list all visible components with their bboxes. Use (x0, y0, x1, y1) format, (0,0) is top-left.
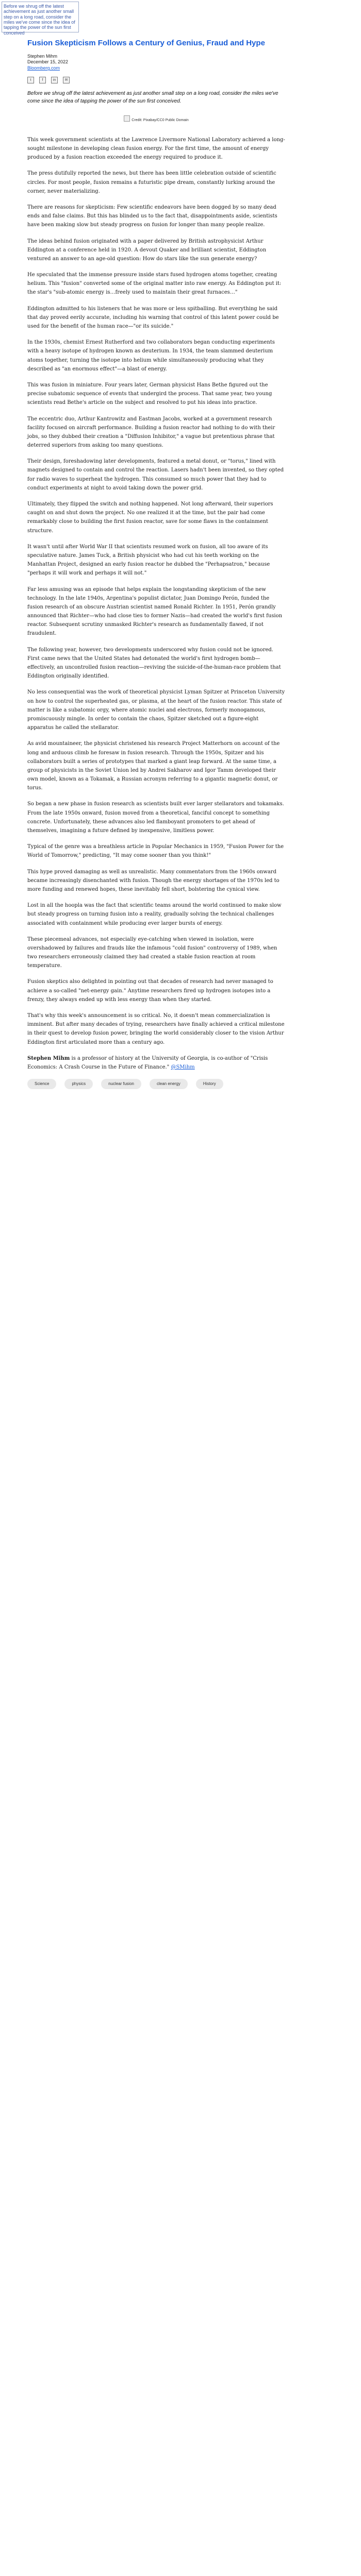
paragraph: This week government scientists at the Lawrence Livermore National Laboratory achieved a long-sought milestone in developing clean fusion energy. For the first time, the amount of energy produced by a fusion reaction exceeded the energy required to produce it. (27, 137, 285, 161)
paragraph: The eccentric duo, Arthur Kantrowitz and Eastman Jacobs, worked at a government research facility focused on aircraft performance. Building a fusion reactor had nothing to do with their jobs, so they dubbed their creation a "Diffusion Inhibitor," a vague but pretentious phrase that deterred superiors from asking too many questions. (27, 416, 275, 449)
tag[interactable]: Science (27, 1079, 56, 1089)
paragraph: He speculated that the immense pressure inside stars fused hydrogen atoms together, creating helium. This "fusion" converted some of the original matter into raw energy. As Eddington put it: the star's "sub-atomic energy is…freely used to maintain their great furnaces…" (27, 272, 282, 296)
paragraph: Lost in all the hoopla was the fact that scientific teams around the world continued to make slow but steady progress on turning fusion into a reality, gradually solving the technical challenges associated with containment while producing ever larger bursts of energy. (27, 903, 282, 926)
figure (48, 113, 265, 123)
paragraph: There are reasons for skepticism: Few scientific endeavors have been dogged by so many dead ends and false claims. But this has blinded us to the fact that, disappointments aside, scientists have been making slow but steady progress on fusion for longer than many people realize. (27, 204, 277, 228)
bio-text: is a professor of history at the University of Georgia, is co-author of "Crisis Economics: A Crash Course in the Future of Finance." (27, 1055, 268, 1070)
author: Stephen Mihm (27, 53, 58, 59)
paragraph: This was fusion in miniature. Four years later, German physicist Hans Bethe figured out the precise subatomic sequence of events that undergird the process. That same year, two young scientists read Bethe's article on the subject and resolved to put his ideas into practice. (27, 382, 272, 406)
paragraph: That's why this week's announcement is so critical. No, it doesn't mean commercialization is imminent. But after many decades of trying, researchers have finally achieved a critical milestone in their quest to develop fusion power, bringing the world considerably closer to the vision Arthur Eddington first articulated more than a century ago. (27, 1013, 285, 1045)
linkedin-icon[interactable]: in (51, 77, 58, 83)
paragraph: Fusion skeptics also delighted in pointing out that decades of research had never managed to achieve a so-called "net-energy gain." Anytime researchers fired up hydrogen isotopes into a frenzy, they always ended up with less energy than when they started. (27, 979, 273, 1003)
tag[interactable]: clean energy (150, 1079, 188, 1089)
paragraph: Ultimately, they flipped the switch and nothing happened. Not long afterward, their superiors caught on and shut down the project. No one realized it at the time, but the pair had come remarkably close to building the first fusion reactor, save for some flaws in the containment structure. (27, 501, 273, 534)
paragraph: It wasn't until after World War II that scientists resumed work on fusion, all too aware of its speculative nature. James Tuck, a British physicist who had cut his teeth working on the Manhattan Project, designed an early fusion reactor he dubbed the "Perhapsatron," because "perhaps it will work and perhaps it will not." (27, 544, 270, 577)
paragraph: Eddington admitted to his listeners that he was more or less spitballing. But everything he said that day proved eerily accurate, including his warning that control of this latent power could be used for the benefit of the human race—"or its suicide." (27, 306, 279, 329)
twitter-icon[interactable]: t (27, 77, 34, 83)
paragraph: Far less amusing was an episode that helps explain the longstanding skepticism of the new technology. In the late 1940s, Argentina's populist dictator, Juan Domingo Perón, funded the fusion research of an obscure Austrian scientist named Ronald Richter. In 1951, Perón grandly announced that Richter—who had close ties to former Nazis—had created the world's first fusion reactor. Subsequent scrutiny unmasked Richter's research as fundamentally flawed, if not fraudulent. (27, 586, 283, 637)
image-placeholder-icon (124, 115, 130, 122)
paragraph: Their design, foreshadowing later developments, featured a metal donut, or "torus," lined with magnets designed to contain and control the reaction. Lasers hadn't been invented, so they opted for radio waves to superheat the hydrogen. This consumed so much power that they had to conduct experiments at night to avoid taking down the power grid. (27, 459, 284, 491)
article (27, 39, 285, 1089)
byline (27, 54, 285, 72)
facebook-icon[interactable]: f (39, 77, 46, 83)
paragraph: No less consequential was the work of theoretical physicist Lyman Spitzer at Princeton University on how to control the superheated gas, or plasma, at the heart of the fusion reactor. This state of matter is like a subatomic orgy, where atomic nuclei and electrons, formerly monogamous, promiscuously mingle. In order to contain the chaos, Spitzer sketched out a figure-eight apparatus he called the stellarator. (27, 689, 285, 731)
source-link[interactable]: Bloomberg.com (27, 65, 60, 71)
paragraph: These piecemeal advances, not especially eye-catching when viewed in isolation, were overshadowed by failures and frauds like the infamous "cold fusion" controversy of 1989, when two researchers erroneously claimed they had created a stable fusion reaction at room temperature. (27, 936, 277, 969)
paragraph: So began a new phase in fusion research as scientists built ever larger stellarators and tokamaks. From the late 1950s onward, fusion moved from a theoretical, fanciful concept to something concrete. Unfortunately, these advances also led flamboyant promoters to get ahead of themselves, imagining a future defined by inexpensive, limitless power. (27, 801, 284, 834)
tag-list (27, 1079, 285, 1089)
tag[interactable]: physics (64, 1079, 93, 1089)
paragraph: Typical of the genre was a breathless article in Popular Mechanics in 1959, "Fusion Power for the World of Tomorrow," predicting, "It may come sooner than you think!" (27, 844, 284, 859)
paragraph: As avid mountaineer, the physicist christened his research Project Matterhorn on account of the long and arduous climb he foresaw in fusion research. Through the 1950s, Spitzer and his collaborators built a series of prototypes that marked a giant leap forward. At the same time, a group of physicists in the Soviet Union led by Andrei Sakharov and Igor Tamm developed their own model, known as a Tokamak, a Russian acronym referring to a gigantic magnetic donut, or torus. (27, 741, 280, 791)
email-icon[interactable]: ✉ (63, 77, 70, 83)
author-bio (27, 1054, 285, 1072)
tag[interactable]: History (196, 1079, 223, 1089)
article-title[interactable]: Fusion Skepticism Follows a Century of Genius, Fraud and Hype (27, 39, 265, 47)
article-body (27, 135, 285, 1047)
publish-date: December 15, 2022 (27, 59, 69, 65)
image-credit: Credit: Pixabay/CC0 Public Domain (132, 118, 189, 122)
article-lead: Before we shrug off the latest achievement as just another small step on a long road, consider the miles we've come since the idea of tapping the power of the sun first conceived. (27, 90, 278, 104)
hero-image-alt-text: Before we shrug off the latest achievement as just another small step on a long road, consider the miles we've come since the idea of tapping the power of the sun first conceived (2, 2, 79, 32)
tag[interactable]: nuclear fusion (101, 1079, 141, 1089)
paragraph: The ideas behind fusion originated with a paper delivered by British astrophysicist Arthur Eddington at a conference held in 1920. A devout Quaker and brilliant scientist, Eddington ventured an answer to an age-old question: How do stars like the sun generate energy? (27, 238, 267, 262)
bio-name: Stephen Mihm (27, 1055, 70, 1061)
paragraph: The following year, however, two developments underscored why fusion could not be ignored. First came news that the United States had detonated the world's first hydrogen bomb—effectively, an uncontrolled fusion reaction—reviving the suicide-of-the-human-race problem that Eddington originally identified. (27, 647, 281, 680)
bio-twitter-link[interactable]: @SMihm (171, 1064, 195, 1070)
paragraph: This hype proved damaging as well as unrealistic. Many commentators from the 1960s onward became increasingly disenchanted with fusion. Though the energy shortages of the 1970s led to more funding and renewed hopes, these inevitably fell short, bolstering the cynical view. (27, 869, 280, 892)
paragraph: The press dutifully reported the news, but there has been little celebration outside of scientific circles. For most people, fusion remains a futuristic pipe dream, constantly lurking around the corner, never materializing. (27, 171, 276, 194)
paragraph: In the 1930s, chemist Ernest Rutherford and two collaborators began conducting experiments with a heavy isotope of hydrogen known as deuterium. In 1934, the team slammed deuterium atoms together, turning the isotope into helium while simultaneously producing what they described as "an enormous effect"—a blast of energy. (27, 340, 275, 372)
share-bar (27, 77, 285, 83)
